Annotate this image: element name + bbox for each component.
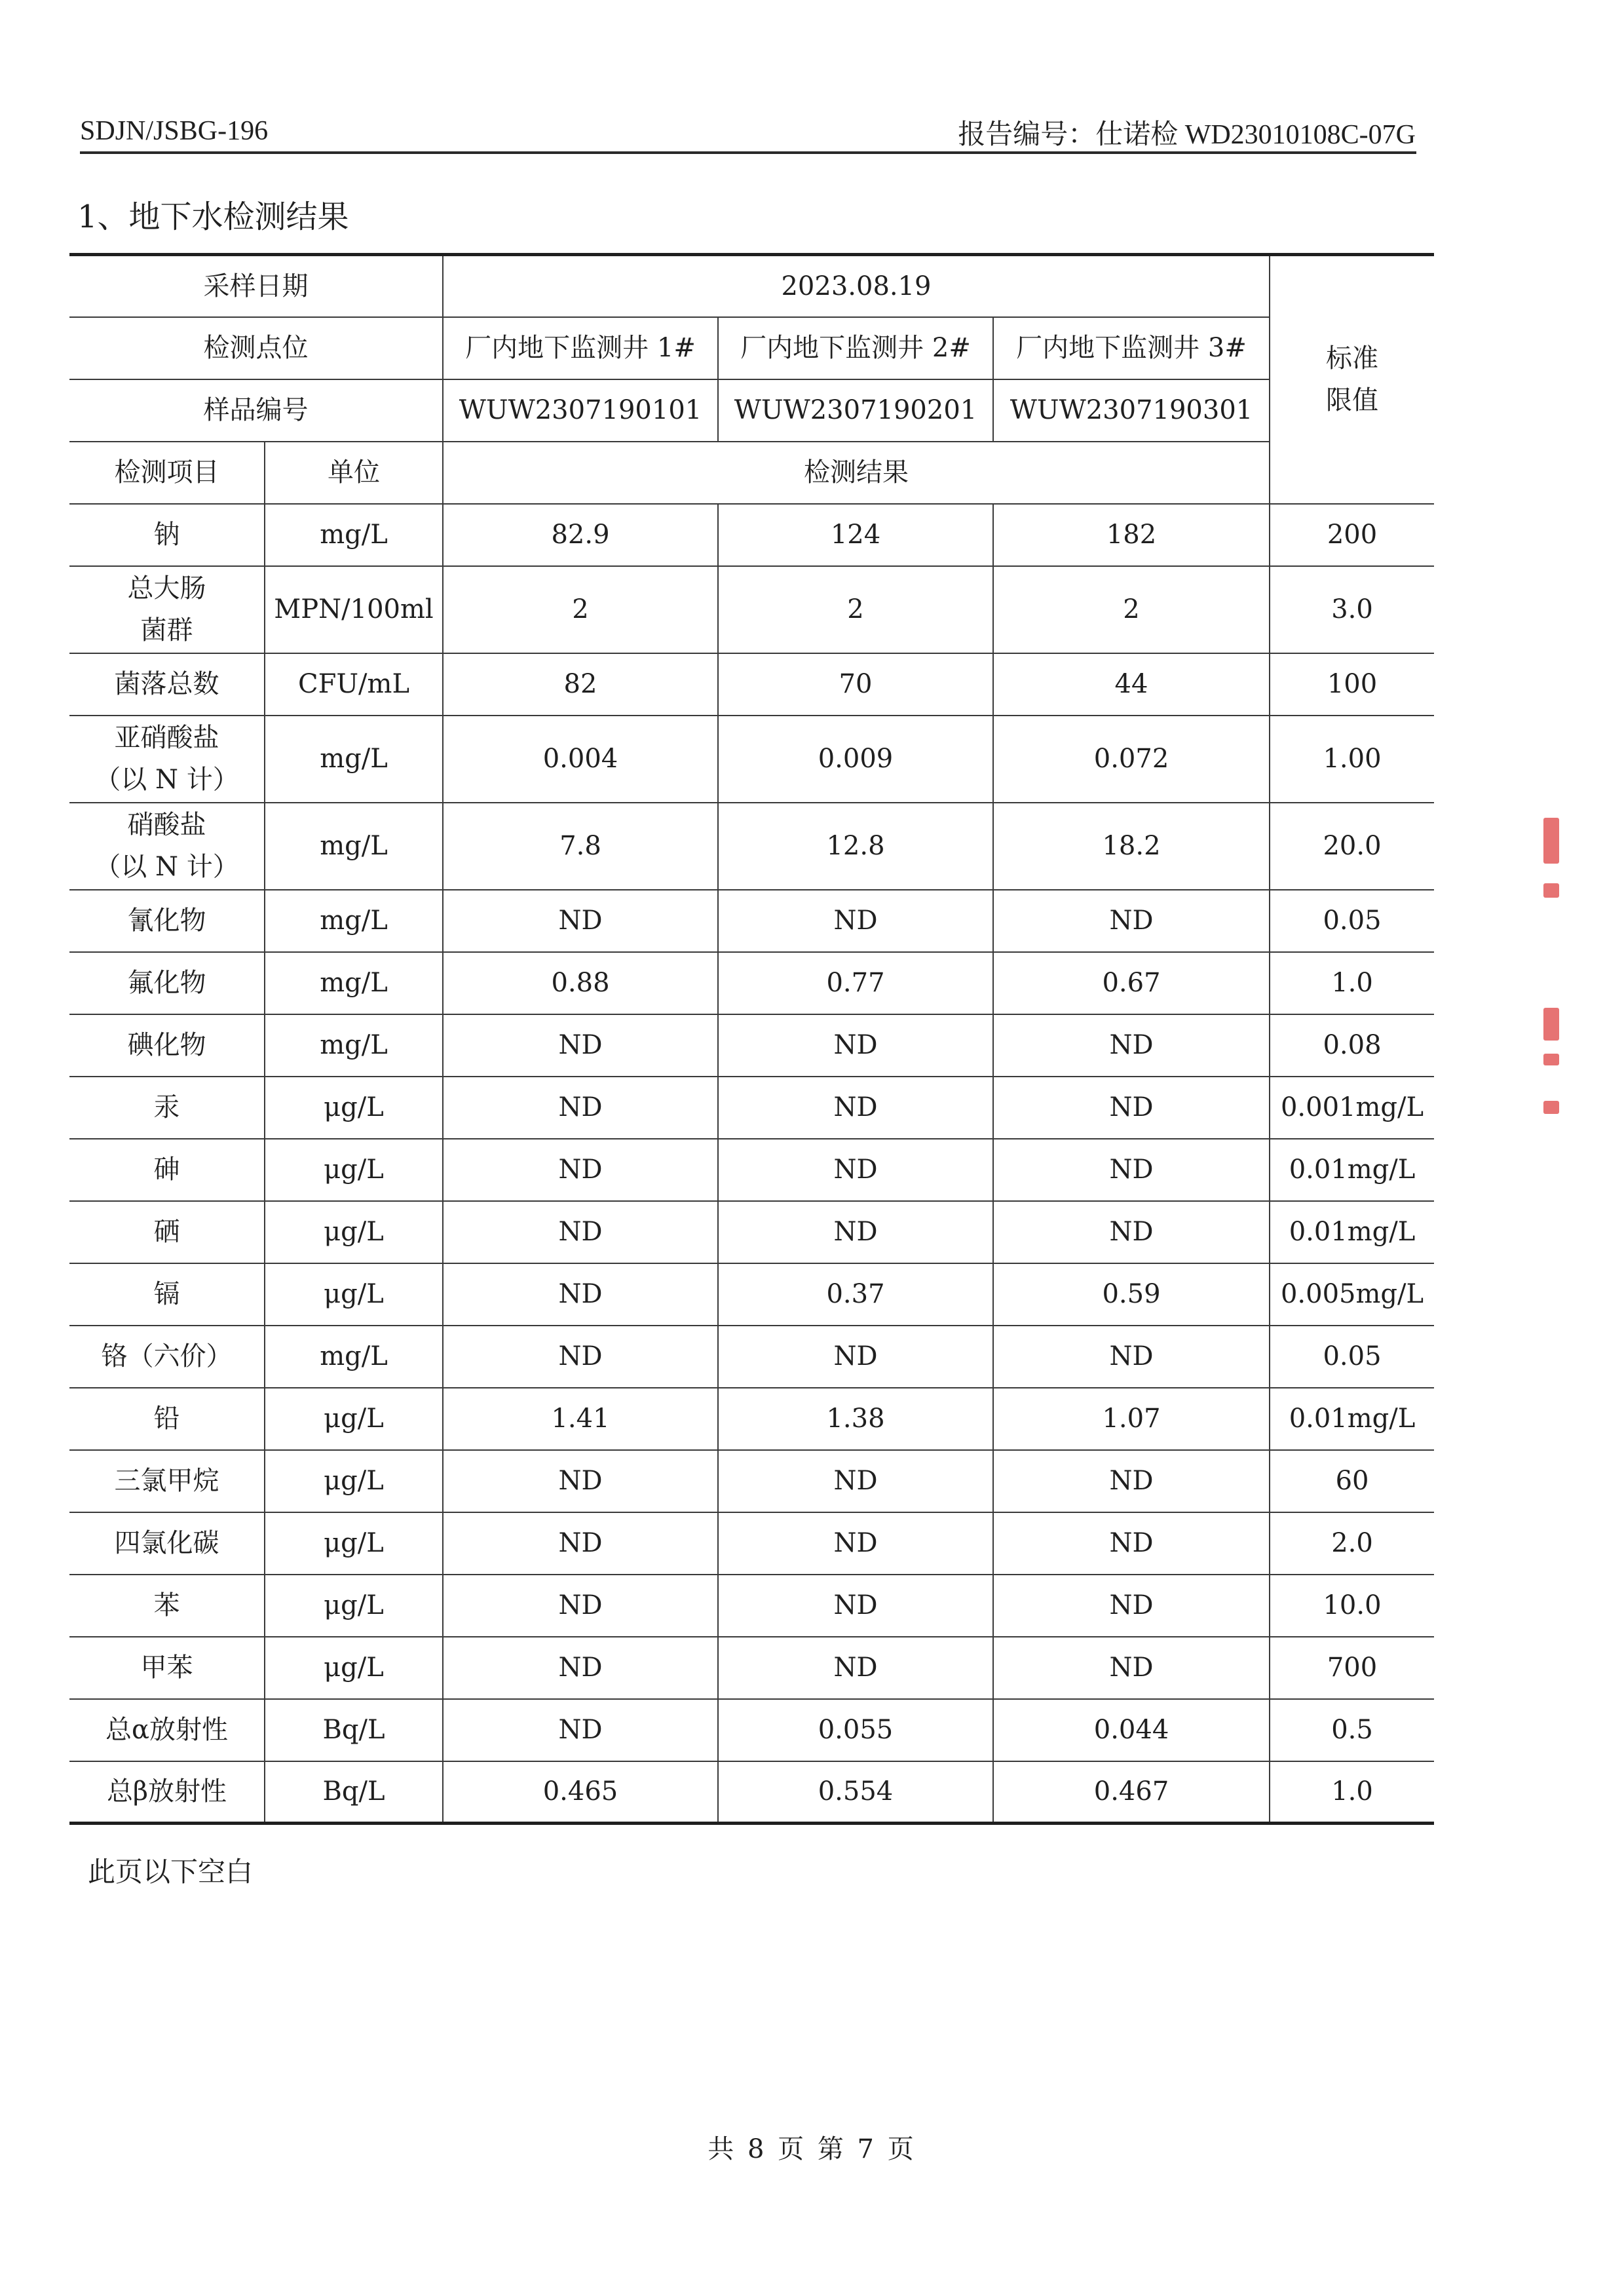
result-cell-well-1: ND <box>443 1326 718 1388</box>
sample-number-label: 样品编号 <box>69 379 443 442</box>
result-cell-well-2: 0.554 <box>718 1761 993 1824</box>
result-cell-well-2: ND <box>718 1326 993 1388</box>
limit-cell: 10.0 <box>1270 1575 1434 1637</box>
item-header: 检测项目 <box>69 442 265 504</box>
result-cell-well-2: 1.38 <box>718 1388 993 1450</box>
item-cell <box>69 952 265 1014</box>
limit-cell: 0.01mg/L <box>1270 1201 1434 1263</box>
section-title: 1、地下水检测结果 <box>77 199 349 235</box>
unit-cell: mg/L <box>265 504 443 566</box>
item-name-line2: （以 N 计） <box>94 852 239 882</box>
result-cell-well-1: ND <box>443 1139 718 1201</box>
limit-cell: 0.5 <box>1270 1699 1434 1761</box>
result-cell-well-2: ND <box>718 1014 993 1077</box>
item-name: 氟化物 <box>127 968 206 998</box>
result-cell-well-3: 0.467 <box>993 1761 1270 1824</box>
result-cell-well-1: 1.41 <box>443 1388 718 1450</box>
item-name: 四氯化碳 <box>114 1528 219 1558</box>
result-cell-well-1: 0.004 <box>443 716 718 803</box>
result-header: 检测结果 <box>443 442 1270 504</box>
result-cell-well-2: 0.77 <box>718 952 993 1014</box>
result-cell-well-2: 0.37 <box>718 1263 993 1326</box>
table-row <box>69 1326 1434 1388</box>
table-row <box>69 1388 1434 1450</box>
item-cell <box>69 1450 265 1512</box>
result-cell-well-1: 82.9 <box>443 504 718 566</box>
item-name-line2: 菌群 <box>140 615 193 645</box>
item-name: 三氯甲烷 <box>114 1466 219 1496</box>
limit-cell: 100 <box>1270 653 1434 716</box>
limit-cell: 0.001mg/L <box>1270 1077 1434 1139</box>
unit-cell: Bq/L <box>265 1761 443 1824</box>
result-cell-well-3: 0.67 <box>993 952 1270 1014</box>
item-name: 砷 <box>153 1155 180 1185</box>
result-cell-well-3: ND <box>993 1637 1270 1699</box>
unit-cell: mg/L <box>265 716 443 803</box>
sample-number-1: WUW2307190101 <box>443 379 718 442</box>
result-cell-well-1: ND <box>443 1263 718 1326</box>
item-name: 氰化物 <box>127 906 206 936</box>
unit-cell: μg/L <box>265 1201 443 1263</box>
column-header-row <box>69 442 1434 504</box>
result-cell-well-2: ND <box>718 1575 993 1637</box>
header-divider <box>80 151 1416 154</box>
unit-cell: μg/L <box>265 1263 443 1326</box>
unit-cell: μg/L <box>265 1637 443 1699</box>
limit-cell: 3.0 <box>1270 566 1434 653</box>
result-cell-well-3: 182 <box>993 504 1270 566</box>
result-cell-well-3: 0.044 <box>993 1699 1270 1761</box>
table-row <box>69 1575 1434 1637</box>
unit-cell: μg/L <box>265 1139 443 1201</box>
result-cell-well-1: ND <box>443 890 718 952</box>
sampling-date-value: 2023.08.19 <box>443 255 1270 317</box>
report-number: 报告编号：仕诺检 WD23010108C-07G <box>958 120 1416 150</box>
result-cell-well-3: ND <box>993 1139 1270 1201</box>
item-cell <box>69 1139 265 1201</box>
table-row <box>69 1761 1434 1824</box>
limit-cell: 0.01mg/L <box>1270 1388 1434 1450</box>
result-cell-well-2: ND <box>718 1512 993 1575</box>
unit-cell: mg/L <box>265 890 443 952</box>
page-footer: 共 8 页 第 7 页 <box>708 2134 916 2164</box>
standard-label-line1: 标准 <box>1326 343 1379 374</box>
result-cell-well-1: ND <box>443 1637 718 1699</box>
limit-cell: 0.01mg/L <box>1270 1139 1434 1201</box>
limit-cell: 60 <box>1270 1450 1434 1512</box>
item-cell <box>69 1263 265 1326</box>
item-cell <box>69 1388 265 1450</box>
location-row <box>69 317 1434 379</box>
item-cell <box>69 716 265 803</box>
result-cell-well-2: ND <box>718 1139 993 1201</box>
item-name: 硝酸盐 <box>127 810 206 840</box>
unit-cell: μg/L <box>265 1077 443 1139</box>
result-cell-well-2: 70 <box>718 653 993 716</box>
item-cell <box>69 653 265 716</box>
result-cell-well-1: ND <box>443 1575 718 1637</box>
item-name: 甲苯 <box>140 1653 193 1683</box>
limit-cell: 1.0 <box>1270 1761 1434 1824</box>
result-cell-well-1: ND <box>443 1201 718 1263</box>
table-row <box>69 952 1434 1014</box>
result-cell-well-3: ND <box>993 1077 1270 1139</box>
limit-cell: 0.005mg/L <box>1270 1263 1434 1326</box>
table-row <box>69 1699 1434 1761</box>
result-cell-well-2: 124 <box>718 504 993 566</box>
unit-cell: μg/L <box>265 1575 443 1637</box>
groundwater-results-table <box>69 253 1434 1825</box>
unit-cell: mg/L <box>265 1326 443 1388</box>
table-row <box>69 1263 1434 1326</box>
table-row <box>69 1201 1434 1263</box>
result-cell-well-3: ND <box>993 1575 1270 1637</box>
result-cell-well-1: 82 <box>443 653 718 716</box>
item-name-line2: （以 N 计） <box>94 765 239 795</box>
table-row <box>69 1014 1434 1077</box>
result-cell-well-3: ND <box>993 1512 1270 1575</box>
location-1: 厂内地下监测井 1# <box>443 317 718 379</box>
limit-cell: 20.0 <box>1270 803 1434 890</box>
unit-cell: CFU/mL <box>265 653 443 716</box>
limit-cell: 1.00 <box>1270 716 1434 803</box>
unit-cell: mg/L <box>265 803 443 890</box>
table-row <box>69 653 1434 716</box>
item-cell <box>69 1761 265 1824</box>
result-cell-well-2: 2 <box>718 566 993 653</box>
result-cell-well-3: ND <box>993 1014 1270 1077</box>
result-cell-well-3: 18.2 <box>993 803 1270 890</box>
limit-cell: 200 <box>1270 504 1434 566</box>
item-cell <box>69 1077 265 1139</box>
location-2: 厂内地下监测井 2# <box>718 317 993 379</box>
table-row <box>69 803 1434 890</box>
result-cell-well-3: 44 <box>993 653 1270 716</box>
table-row <box>69 566 1434 653</box>
result-cell-well-2: ND <box>718 1201 993 1263</box>
unit-cell: μg/L <box>265 1450 443 1512</box>
item-name: 汞 <box>153 1092 180 1122</box>
sample-number-2: WUW2307190201 <box>718 379 993 442</box>
result-cell-well-2: 0.009 <box>718 716 993 803</box>
limit-cell: 0.05 <box>1270 890 1434 952</box>
result-cell-well-1: ND <box>443 1699 718 1761</box>
sample-number-row <box>69 379 1434 442</box>
item-name: 镉 <box>153 1279 180 1309</box>
result-cell-well-3: 2 <box>993 566 1270 653</box>
sample-number-3: WUW2307190301 <box>993 379 1270 442</box>
item-cell <box>69 1512 265 1575</box>
limit-cell: 1.0 <box>1270 952 1434 1014</box>
item-cell <box>69 1699 265 1761</box>
limit-cell: 0.08 <box>1270 1014 1434 1077</box>
unit-cell: mg/L <box>265 952 443 1014</box>
item-name: 钠 <box>153 520 180 550</box>
item-name: 总β放射性 <box>106 1776 227 1807</box>
item-name: 碘化物 <box>127 1030 206 1060</box>
table-row <box>69 1077 1434 1139</box>
result-cell-well-1: 7.8 <box>443 803 718 890</box>
table-row <box>69 1637 1434 1699</box>
blank-below-note: 此页以下空白 <box>88 1856 254 1888</box>
item-cell <box>69 1575 265 1637</box>
result-cell-well-3: ND <box>993 1201 1270 1263</box>
item-name: 硒 <box>153 1217 180 1247</box>
document-code: SDJN/JSBG-196 <box>80 116 269 146</box>
sampling-date-row <box>69 255 1434 317</box>
result-cell-well-2: ND <box>718 1450 993 1512</box>
standard-limit-header <box>1270 255 1434 504</box>
result-cell-well-1: 0.88 <box>443 952 718 1014</box>
item-name: 总大肠 <box>127 573 206 603</box>
result-cell-well-1: ND <box>443 1512 718 1575</box>
result-cell-well-2: 0.055 <box>718 1699 993 1761</box>
unit-cell: Bq/L <box>265 1699 443 1761</box>
result-cell-well-2: ND <box>718 890 993 952</box>
standard-label-line2: 限值 <box>1326 385 1379 416</box>
result-cell-well-2: ND <box>718 1077 993 1139</box>
unit-cell: MPN/100ml <box>265 566 443 653</box>
item-cell <box>69 566 265 653</box>
unit-cell: μg/L <box>265 1512 443 1575</box>
result-cell-well-3: ND <box>993 1450 1270 1512</box>
result-cell-well-3: 1.07 <box>993 1388 1270 1450</box>
sampling-date-label: 采样日期 <box>69 255 443 317</box>
item-cell <box>69 1326 265 1388</box>
item-cell <box>69 1201 265 1263</box>
result-cell-well-3: 0.072 <box>993 716 1270 803</box>
unit-header: 单位 <box>265 442 443 504</box>
limit-cell: 700 <box>1270 1637 1434 1699</box>
item-name: 菌落总数 <box>114 669 219 699</box>
item-cell <box>69 1637 265 1699</box>
unit-cell: μg/L <box>265 1388 443 1450</box>
result-cell-well-3: 0.59 <box>993 1263 1270 1326</box>
table-row <box>69 890 1434 952</box>
unit-cell: mg/L <box>265 1014 443 1077</box>
limit-cell: 2.0 <box>1270 1512 1434 1575</box>
result-cell-well-1: 0.465 <box>443 1761 718 1824</box>
result-cell-well-1: ND <box>443 1450 718 1512</box>
result-cell-well-2: 12.8 <box>718 803 993 890</box>
item-name: 铅 <box>153 1404 180 1434</box>
item-name: 铬（六价） <box>101 1341 233 1371</box>
result-cell-well-1: ND <box>443 1014 718 1077</box>
item-name: 总α放射性 <box>105 1715 228 1745</box>
item-cell <box>69 803 265 890</box>
table-row <box>69 1139 1434 1201</box>
limit-cell: 0.05 <box>1270 1326 1434 1388</box>
table-row <box>69 504 1434 566</box>
result-cell-well-3: ND <box>993 1326 1270 1388</box>
red-seal-edge-mark <box>1543 818 1563 1119</box>
item-cell <box>69 1014 265 1077</box>
location-label: 检测点位 <box>69 317 443 379</box>
item-cell <box>69 504 265 566</box>
result-cell-well-2: ND <box>718 1637 993 1699</box>
table-row <box>69 1450 1434 1512</box>
result-cell-well-3: ND <box>993 890 1270 952</box>
item-name: 苯 <box>153 1590 180 1620</box>
table-row <box>69 716 1434 803</box>
location-3: 厂内地下监测井 3# <box>993 317 1270 379</box>
result-cell-well-1: 2 <box>443 566 718 653</box>
item-name: 亚硝酸盐 <box>114 723 219 753</box>
result-cell-well-1: ND <box>443 1077 718 1139</box>
table-row <box>69 1512 1434 1575</box>
item-cell <box>69 890 265 952</box>
